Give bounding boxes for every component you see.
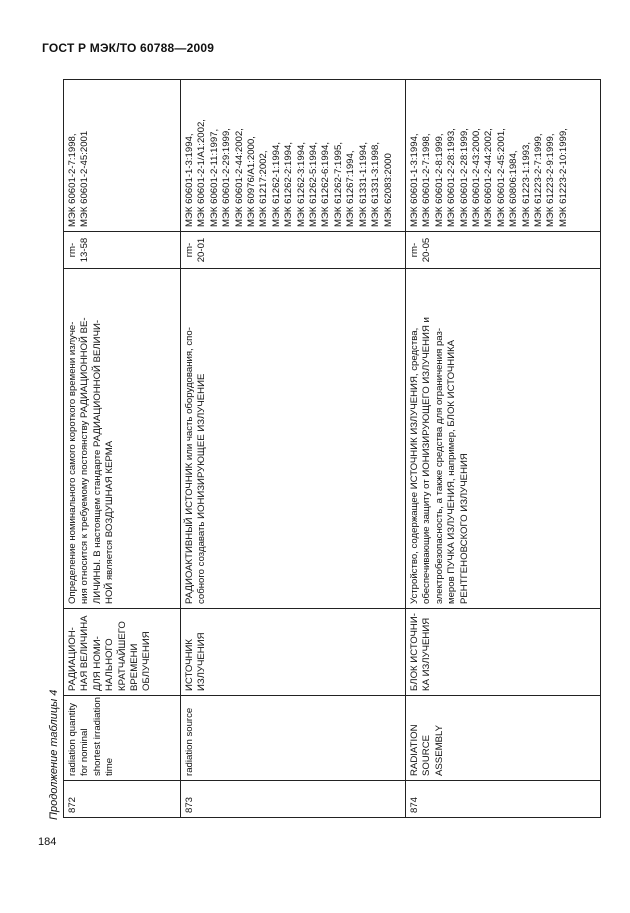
russian-term-line: ИЗЛУЧЕНИЯ xyxy=(196,632,208,691)
reference-line: МЭК 60601-2-28:1993, xyxy=(446,128,458,227)
reference-line: МЭК 60601-1-3:1994, xyxy=(409,133,420,227)
definition-line: электробезопасность, а также средства для ограничения раз- xyxy=(433,327,445,604)
reference-line: МЭК 60601-2-8:1999, xyxy=(433,133,445,227)
russian-term-line: КРАТЧАЙШЕГО xyxy=(116,621,128,691)
references-cell xyxy=(64,80,181,232)
table-row xyxy=(64,80,181,818)
reference-line: МЭК 61267:1994, xyxy=(345,150,357,227)
russian-term-line: НАЛЬНОГО xyxy=(104,638,116,691)
english-term-line: time xyxy=(104,757,116,776)
reference-line: МЭК 60601-2-45:2001, xyxy=(495,128,507,227)
definition-cell xyxy=(406,269,601,609)
russian-term-line: НАЯ ВЕЛИЧИНА xyxy=(79,615,91,691)
russian-term-line: КА ИЗЛУЧЕНИЯ xyxy=(421,617,433,691)
definition-line: ЛИЧИНЫ. В настоящем стандарте РАДИАЦИОННОЙ ВЕЛИЧИ- xyxy=(91,319,103,604)
reference-line: МЭК 61262-1:1994, xyxy=(270,141,282,227)
russian-term-line: ИСТОЧНИК xyxy=(184,639,195,691)
reference-line: МЭК 60601-2-7:1998, xyxy=(421,133,433,227)
russian-term-cell xyxy=(181,609,406,696)
reference-line: МЭК 61223-2-10:1999, xyxy=(557,128,569,227)
references-cell xyxy=(406,80,601,232)
reference-line: МЭК 61223-2-7:1999, xyxy=(533,133,545,227)
reference-line: МЭК 61262-3:1994, xyxy=(295,141,307,227)
reference-line: МЭК 61262-2:1994, xyxy=(283,141,295,227)
reference-line: МЭК 60601-2-43:2000, xyxy=(471,128,483,227)
reference-line: МЭК 60806:1984, xyxy=(508,150,520,227)
russian-term-cell xyxy=(64,609,181,696)
term-number: 873 xyxy=(184,796,195,813)
reference-line: МЭК 60601-2-44:2002, xyxy=(233,128,245,227)
russian-term-line: РАДИАЦИОН- xyxy=(67,627,78,691)
english-term-line: shortest irradiation xyxy=(91,697,103,776)
term-code-cell xyxy=(181,232,406,269)
reference-line: МЭК 60601-1-3:1994, xyxy=(184,133,195,227)
reference-line: МЭК 61262-6:1994, xyxy=(320,141,332,227)
english-term-cell xyxy=(181,696,406,781)
reference-line: МЭК 61262-5:1994, xyxy=(308,141,320,227)
table-row xyxy=(181,80,406,818)
document-title: ГОСТ Р МЭК/ТО 60788—2009 xyxy=(42,41,215,55)
term-number: 872 xyxy=(67,796,78,813)
definition-line: Устройство, содержащее ИСТОЧНИК ИЗЛУЧЕНИЯ, средства, xyxy=(409,327,420,604)
reference-line: МЭК 61217:2002, xyxy=(258,150,270,227)
definition-line: ния относится к требуемому постоянству РАДИАЦИОННОЙ ВЕ- xyxy=(79,317,91,604)
rotated-table-wrapper xyxy=(63,80,600,818)
definition-line: РЕНТГЕНОВСКОГО ИЗЛУЧЕНИЯ xyxy=(458,453,470,604)
definition-line: Определение номинального самого короткого времени излуче- xyxy=(67,321,78,604)
russian-term-line: БЛОК ИСТОЧНИ- xyxy=(409,613,420,691)
russian-term-line: ВРЕМЕНИ xyxy=(129,643,141,691)
page-number: 184 xyxy=(38,836,57,848)
reference-line: МЭК 60601-2-1/А1:2002, xyxy=(196,119,208,227)
definition-line: обеспечивающие защиту от ИОНИЗИРУЮЩЕГО ИЗЛУЧЕНИЯ и xyxy=(421,317,433,604)
reference-line: МЭК 61262-7:1995, xyxy=(332,141,344,227)
reference-line: МЭК 60601-2-28:1999, xyxy=(458,128,470,227)
reference-line: МЭК 61223-1:1993, xyxy=(520,141,532,227)
term-code: rm-20-05 xyxy=(409,237,433,263)
english-term-cell xyxy=(64,696,181,781)
reference-line: МЭК 61331-3:1998, xyxy=(370,141,382,227)
english-term-cell xyxy=(406,696,601,781)
term-code: rm-20-01 xyxy=(184,237,208,263)
english-term-line: radiation source xyxy=(184,707,195,776)
term-number-cell xyxy=(406,781,601,818)
table-row xyxy=(406,80,601,818)
english-term-line: SOURCE xyxy=(421,734,433,776)
definition-cell xyxy=(181,269,406,609)
english-term-line: RADIATION xyxy=(409,724,420,776)
english-term-line: ASSEMBLY xyxy=(433,724,445,776)
reference-line: МЭК 60976/А1:2000, xyxy=(246,136,258,227)
term-code-cell xyxy=(64,232,181,269)
reference-line: МЭК 60601-2-45:2001 xyxy=(79,130,91,227)
reference-line: МЭК 61331-1:1994, xyxy=(357,141,369,227)
table-continuation-label: Продолжение таблицы 4 xyxy=(48,689,60,820)
english-term-line: radiation quantity xyxy=(67,702,78,776)
definition-cell xyxy=(64,269,181,609)
reference-line: МЭК 60601-2-29:1999, xyxy=(221,128,233,227)
reference-line: МЭК 60601-2-11:1997, xyxy=(208,128,220,227)
reference-line: МЭК 60601-2-7:1998, xyxy=(67,133,78,227)
russian-term-cell xyxy=(406,609,601,696)
definition-line: собного создавать ИОНИЗИРУЮЩЕЕ ИЗЛУЧЕНИЕ xyxy=(196,373,208,604)
term-number-cell xyxy=(64,781,181,818)
definition-line: меров ПУЧКА ИЗЛУЧЕНИЯ, например, БЛОК ИСТОЧНИКА xyxy=(446,339,458,604)
terms-table xyxy=(63,79,601,818)
term-code-cell xyxy=(406,232,601,269)
reference-line: МЭК 61223-2-9:1999, xyxy=(545,133,557,227)
english-term-line: for nominal xyxy=(79,728,91,776)
reference-line: МЭК 62083:2000 xyxy=(382,153,394,227)
reference-line: МЭК 60601-2-44:2002, xyxy=(483,128,495,227)
term-number: 874 xyxy=(409,796,420,813)
russian-term-line: ДЛЯ НОМИ- xyxy=(91,636,103,691)
term-number-cell xyxy=(181,781,406,818)
russian-term-line: ОБЛУЧЕНИЯ xyxy=(141,631,153,691)
definition-line: НОЙ является ВОЗДУШНАЯ КЕРМА xyxy=(104,440,116,604)
term-code: rm-13-58 xyxy=(67,237,91,263)
references-cell xyxy=(181,80,406,232)
definition-line: РАДИОАКТИВНЫЙ ИСТОЧНИК или часть оборудования, спо- xyxy=(184,327,195,604)
